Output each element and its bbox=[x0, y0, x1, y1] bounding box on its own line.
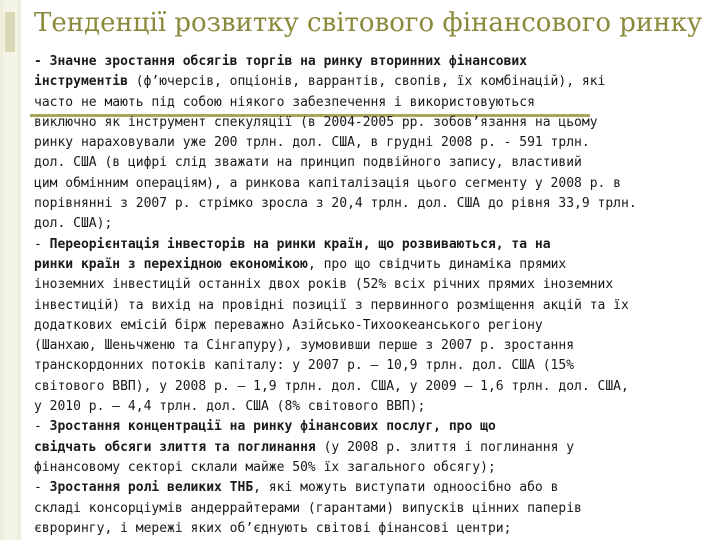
body-line bbox=[34, 296, 706, 316]
body-text-segment: іноземних інвестицій останніх двох років (52% всіх річних прямих іноземних bbox=[34, 277, 614, 293]
body-text-segment: єврорингу, і мережі яких об’єднують світові фінансові центри; bbox=[34, 520, 512, 536]
body-text-segment: (у 2008 р. злиття і поглинання у bbox=[315, 439, 575, 455]
body-bold-text: свідчать обсяги злиття та поглинання bbox=[34, 439, 316, 455]
body-text-segment: цим обмінним операціям), а ринкова капіталізація цього сегменту у 2008 р. в bbox=[34, 175, 621, 191]
body-line bbox=[34, 316, 706, 336]
body-line bbox=[34, 93, 706, 113]
body-line bbox=[34, 397, 706, 417]
body-text-segment: порівнянні з 2007 р. стрімко зросла з 20,4 трлн. дол. США до рівня 33,9 трлн. bbox=[34, 196, 637, 212]
body-line bbox=[34, 153, 706, 173]
body-text-segment: інвестицій) та вихід на провідні позиції з первинного розміщення акцій та їх bbox=[34, 297, 629, 313]
body-text-segment: - bbox=[34, 419, 50, 435]
body-line bbox=[34, 356, 706, 376]
body-line bbox=[34, 174, 706, 194]
body-text-segment: , про що свідчить динаміка прямих bbox=[307, 256, 567, 272]
body-bold-text: інструментів bbox=[34, 74, 128, 90]
body-line bbox=[34, 275, 706, 295]
body-bold-text: Зростання ролі великих ТНБ bbox=[49, 480, 254, 496]
body-text-segment: - bbox=[34, 236, 50, 252]
left-bar-strip bbox=[4, 0, 17, 540]
body-text-segment: складі консорціумів андеррайтерами (гарантами) випусків цінних паперів bbox=[34, 500, 582, 516]
body-text-segment: виключно як інструмент спекуляції (в 2004-2005 рр. зобов’язання на цьому bbox=[34, 114, 598, 130]
body-text-segment: ринку нараховували уже 200 трлн. дол. США, в грудні 2008 р. - 591 трлн. bbox=[34, 135, 590, 151]
body-line bbox=[34, 336, 706, 356]
body-text-segment: фінансовому секторі склали майже 50% їх загального обсягу); bbox=[34, 459, 496, 475]
body-line bbox=[34, 458, 706, 478]
slide-body-text bbox=[34, 52, 706, 539]
body-text-segment: - bbox=[34, 480, 50, 496]
body-line bbox=[34, 438, 706, 458]
body-line bbox=[34, 113, 706, 133]
body-text-segment: світового ВВП), у 2008 р. – 1,9 трлн. дол. США, у 2009 – 1,6 трлн. дол. США, bbox=[34, 378, 629, 394]
body-line bbox=[34, 214, 706, 234]
body-text-segment: транскордонних потоків капіталу: у 2007 р. – 10,9 трлн. дол. США (15% bbox=[34, 358, 575, 374]
body-line bbox=[34, 194, 706, 214]
body-bold-text: - Значне зростання обсягів торгів на ринку вторинних фінансових bbox=[34, 54, 528, 69]
body-text-segment: (ф’ючерсів, опціонів, варрантів, свопів, їх комбінацій), які bbox=[127, 74, 606, 90]
body-text-segment: у 2010 р. – 4,4 трлн. дол. США (8% світового ВВП); bbox=[34, 399, 426, 415]
left-decorative-bar bbox=[0, 0, 21, 540]
body-line bbox=[34, 255, 706, 275]
body-line bbox=[34, 478, 706, 498]
body-text-segment: додаткових емісій бірж переважно Азійсько-Тихоокеанського регіону bbox=[34, 317, 543, 333]
body-text-segment: часто не мають під собою ніякого забезпечення і використовуються bbox=[34, 94, 535, 110]
body-line bbox=[34, 417, 706, 437]
body-line bbox=[34, 377, 706, 397]
body-text-segment: , які можуть виступати одноосібно або в bbox=[253, 480, 559, 496]
body-bold-text: Зростання концентрації на ринку фінансових послуг, про що bbox=[49, 419, 496, 435]
body-line bbox=[34, 72, 706, 92]
left-bar-accent bbox=[5, 12, 15, 52]
body-line bbox=[34, 133, 706, 153]
slide-title: Тенденції розвитку світового фінансового ринку bbox=[34, 8, 703, 38]
body-text-segment: дол. США); bbox=[34, 216, 113, 232]
body-line bbox=[34, 52, 706, 72]
body-text-segment: (Шанхаю, Шеньчженю та Сінгапуру), зумовивши перше з 2007 р. зростання bbox=[34, 338, 575, 354]
body-line bbox=[34, 499, 706, 519]
body-line bbox=[34, 235, 706, 255]
body-bold-text: Переорієнтація інвесторів на ринки країн, що розвиваються, та на bbox=[49, 236, 551, 252]
body-text-segment: дол. США (в цифрі слід зважати на принцип подвійного запису, властивий bbox=[34, 155, 582, 171]
body-line bbox=[34, 519, 706, 539]
body-bold-text: ринки країн з перехідною економікою bbox=[34, 256, 308, 272]
